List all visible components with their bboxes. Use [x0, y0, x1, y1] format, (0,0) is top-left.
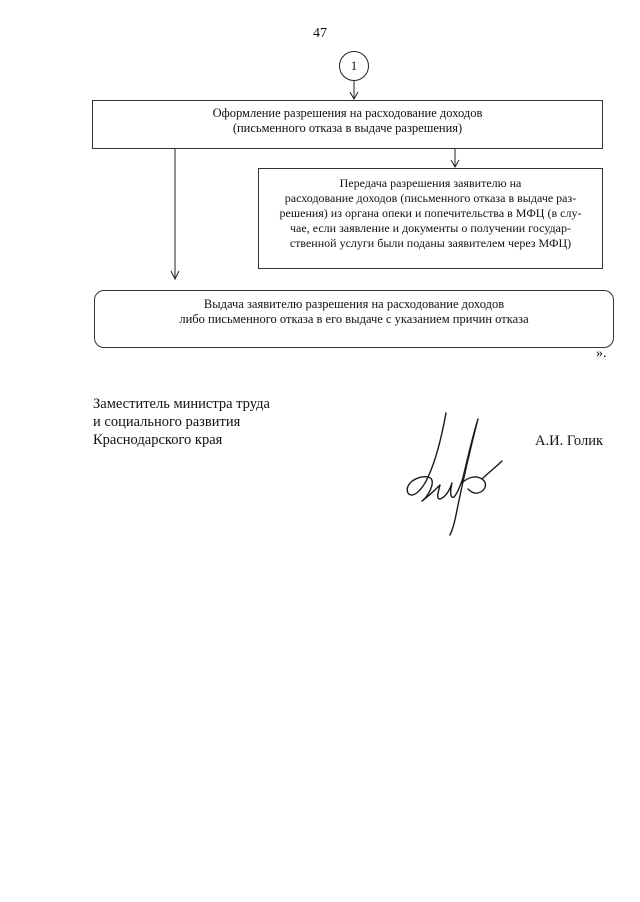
arrowhead-top-to-transfer — [451, 160, 459, 167]
flow-connector-circle — [339, 51, 369, 81]
signer-title-line: Краснодарского края — [93, 432, 223, 448]
flow-step-text-line: либо письменного отказа в его выдаче с указанием причин отказа — [179, 312, 529, 326]
flow-step-issue-permission — [92, 100, 603, 149]
flow-step-transfer-to-mfc — [258, 168, 603, 269]
arrowhead-connector-to-top — [350, 92, 358, 99]
flow-step-text-line: расходование доходов (письменного отказа в выдаче раз- — [284, 191, 577, 205]
handwritten-signature — [398, 405, 508, 540]
flow-step-text-line: ственной услуги были поданы заявителем через МФЦ) — [289, 236, 572, 250]
page-number: 47 — [313, 26, 327, 41]
flow-step-text-line: решения) из органа опеки и попечительства в МФЦ (в слу- — [279, 206, 582, 220]
flow-step-text-line: Выдача заявителю разрешения на расходование доходов — [203, 297, 505, 311]
arrowhead-top-to-issue — [171, 271, 179, 279]
flow-step-issue-to-applicant — [94, 290, 614, 348]
flow-step-text-line: Оформление разрешения на расходование доходов — [212, 106, 483, 120]
signer-name: А.И. Голик — [535, 433, 604, 449]
signer-title — [93, 395, 270, 449]
flow-step-text-line: чае, если заявление и документы о получении государ- — [290, 221, 571, 235]
signer-title-line: Заместитель министра труда — [93, 396, 270, 412]
flow-step-text-line: (письменного отказа в выдаче разрешения) — [232, 121, 463, 135]
closing-quote: ». — [596, 346, 607, 361]
flow-connector-label: 1 — [350, 58, 358, 73]
signer-title-line: и социального развития — [93, 414, 241, 430]
flow-step-text-line: Передача разрешения заявителю на — [339, 176, 522, 190]
